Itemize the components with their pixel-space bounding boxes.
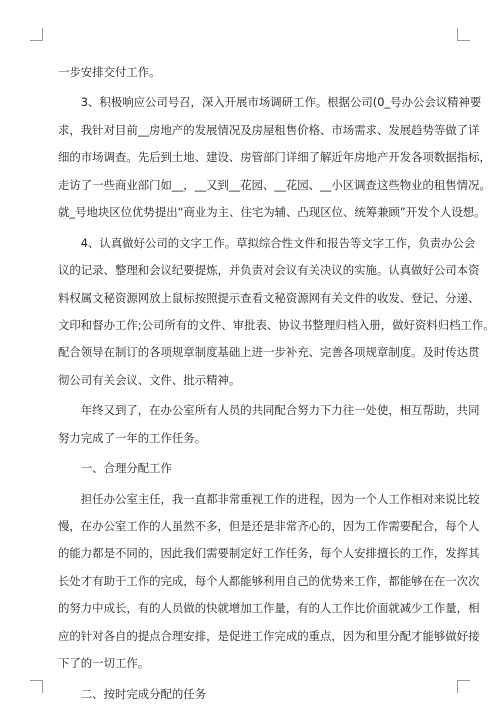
section-heading: 一、合理分配工作 (58, 461, 172, 476)
text-line: 的能力都是不同的，因此我们需要制定好工作任务，每个人安排擅长的工作，发挥其 (58, 546, 480, 561)
corner-mark-top-left (30, 28, 43, 41)
document-body (58, 59, 495, 708)
text-line: 议的记录、整理和会议纪要提炼，并负责对会议有关决议的实施。认真做好公司本资 (58, 263, 480, 278)
text-line: 走访了一些商业部门如__，__又到__花园、__花园、__小区调查这些物业的租售情况。 (58, 177, 491, 192)
text-line: 慢，在办公室工作的人虽然不多，但是还是非常齐心的，因为工作需要配合，每个人 (58, 519, 480, 533)
text-line: 一步安排交付工作。 (58, 65, 161, 79)
corner-mark-top-right (457, 28, 470, 41)
text-line: 应的针对各自的提点合理安排，是促进工作完成的重点，因为和里分配才能够做好接 (58, 628, 480, 643)
text-line: 4、认真做好公司的文字工作。草拟综合性文件和报告等文字工作，负责办公会 (58, 235, 476, 250)
text-line: 3、积极响应公司号召，深入开展市场调研工作。根据公司(0_号办公会议精神要 (58, 95, 482, 110)
text-line: 细的市场调查。先后到土地、建设、房管部门详细了解近年房地产开发各项数据指标， (58, 150, 491, 165)
section-heading: 二、按时完成分配的任务 (58, 686, 207, 701)
corner-mark-bottom-left (30, 680, 43, 693)
text-line: 年终又到了，在办公室所有人员的共同配合努力下力往一处使，相互帮助，共同 (58, 403, 480, 418)
text-line: 努力完成了一年的工作任务。 (58, 430, 207, 445)
text-line: 求，我针对目前__房地产的发展情况及房屋租售价格、市场需求、发展趋势等做了详 (58, 122, 480, 137)
text-line: 长处才有助于工作的完成，每个人都能够利用自己的优势来工作，都能够在在一次次 (58, 573, 480, 588)
text-line: 彻公司有关会议、文件、批示精神。 (58, 372, 241, 387)
text-line: 文印和督办工作;公司所有的文件、审批表、协议书整理归档入册，做好资料归档工作。 (58, 317, 495, 332)
text-line: 配合领导在制订的各项规章制度基础上进一步补充、完善各项规章制度。及时传达贯 (58, 345, 480, 360)
text-line: 下了的一切工作。 (58, 656, 150, 671)
text-line: 就_号地块区位优势提出“商业为主、住宅为辅、凸现区位、统筹兼顾”开发个人设想。 (58, 205, 486, 220)
corner-mark-bottom-right (457, 680, 470, 693)
text-line: 担任办公室主任，我一直都非常重视工作的进程，因为一个人工作相对来说比较 (58, 491, 480, 506)
text-line: 的努力中成长，有的人员做的快就增加工作量，有的人工作比价面就减少工作量，相 (58, 601, 480, 616)
text-line: 料权属文秘资源网放上鼠标按照提示查看文秘资源网有关文件的收发、登记、分递、 (58, 290, 480, 305)
